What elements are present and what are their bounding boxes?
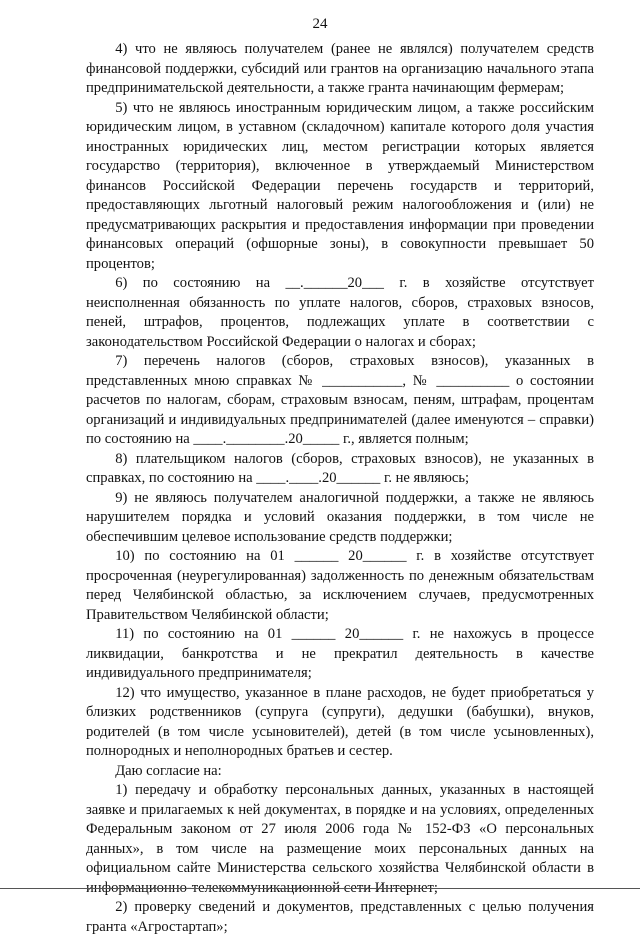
paragraph-item-7: 7) перечень налогов (сборов, страховых взносов), указанных в представленных мною справках № ___________, № __________ о состоянии расчетов по налогам, сборам, страховым взносам, пеням, штрафам, процентам организаций и индивидуальных предпринимателей (далее именуются – справки) по состоянию на ____.________.20_____ г., является полным; bbox=[86, 353, 594, 447]
consent-item-2: 2) проверку сведений и документов, представленных с целью получения гранта «Агростартап»; bbox=[86, 899, 594, 935]
page-number: 24 bbox=[312, 16, 328, 32]
paragraph-item-6: 6) по состоянию на __.______20___ г. в хозяйстве отсутствует неисполненная обязанность по уплате налогов, сборов, страховых взносов, пеней, штрафов, процентов, подлежащих уплате в соответствии с законодательством Российской Федерации о налогах и сборах; bbox=[86, 275, 594, 350]
consent-item-1: 1) передачу и обработку персональных данных, указанных в настоящей заявке и прилагаемых к ней документах, в порядке и на условиях, определенных Федеральным законом от 27 июля 2006 года № 152-ФЗ «О персональных данных», в том числе на размещение моих персональных данных на официальном сайте Министерства сельского хозяйства Челябинской области в информационно-телекоммуникационной сети Интернет; bbox=[86, 782, 594, 896]
paragraph-item-4: 4) что не являюсь получателем (ранее не являлся) получателем средств финансовой поддержки, субсидий или грантов на организацию начального этапа предпринимательской деятельности, а также гранта начинающим фермерам; bbox=[86, 41, 594, 96]
paragraph-item-10: 10) по состоянию на 01 ______ 20______ г. в хозяйстве отсутствует просроченная (неурегулированная) задолженность по денежным обязательствам перед Челябинской областью, за исключением случаев, предусмотренных Правительством Челябинской области; bbox=[86, 548, 594, 623]
bottom-divider bbox=[0, 888, 640, 889]
paragraph-item-11: 11) по состоянию на 01 ______ 20______ г. не нахожусь в процессе ликвидации, банкротства и не прекратил деятельность в качестве индивидуального предпринимателя; bbox=[86, 626, 594, 681]
consent-heading: Даю согласие на: bbox=[115, 762, 222, 779]
paragraph-item-9: 9) не являюсь получателем аналогичной поддержки, а также не являюсь нарушителем порядка и условий оказания поддержки, в том числе не обеспечившим целевое использование средств поддержки; bbox=[86, 489, 594, 545]
paragraph-item-5: 5) что не являюсь иностранным юридическим лицом, а также российским юридическим лицом, в уставном (складочном) капитале которого доля участия иностранных юридических лиц, местом регистрации которых является государство (территория), включенное в утверждаемый Министерством финансов Российской Федерации перечень государств и территорий, предоставляющих льготный налоговый режим налогообложения и (или) не предусматривающих раскрытия и предоставления информации при проведении финансовых операций (офшорные зоны), в совокупности превышает 50 процентов; bbox=[86, 99, 594, 272]
paragraph-item-8: 8) плательщиком налогов (сборов, страховых взносов), не указанных в справках, по состоянию на ____.____.20______ г. не являюсь; bbox=[86, 450, 594, 486]
paragraph-item-12: 12) что имущество, указанное в плане расходов, не будет приобретаться у близких родственников (супруга (супруги), дедушки (бабушки), внуков, родителей (в том числе усыновителей), детей (в том числе усыновленных), полнородных и неполнородных братьев и сестер. bbox=[86, 684, 594, 759]
document-body bbox=[86, 40, 594, 937]
